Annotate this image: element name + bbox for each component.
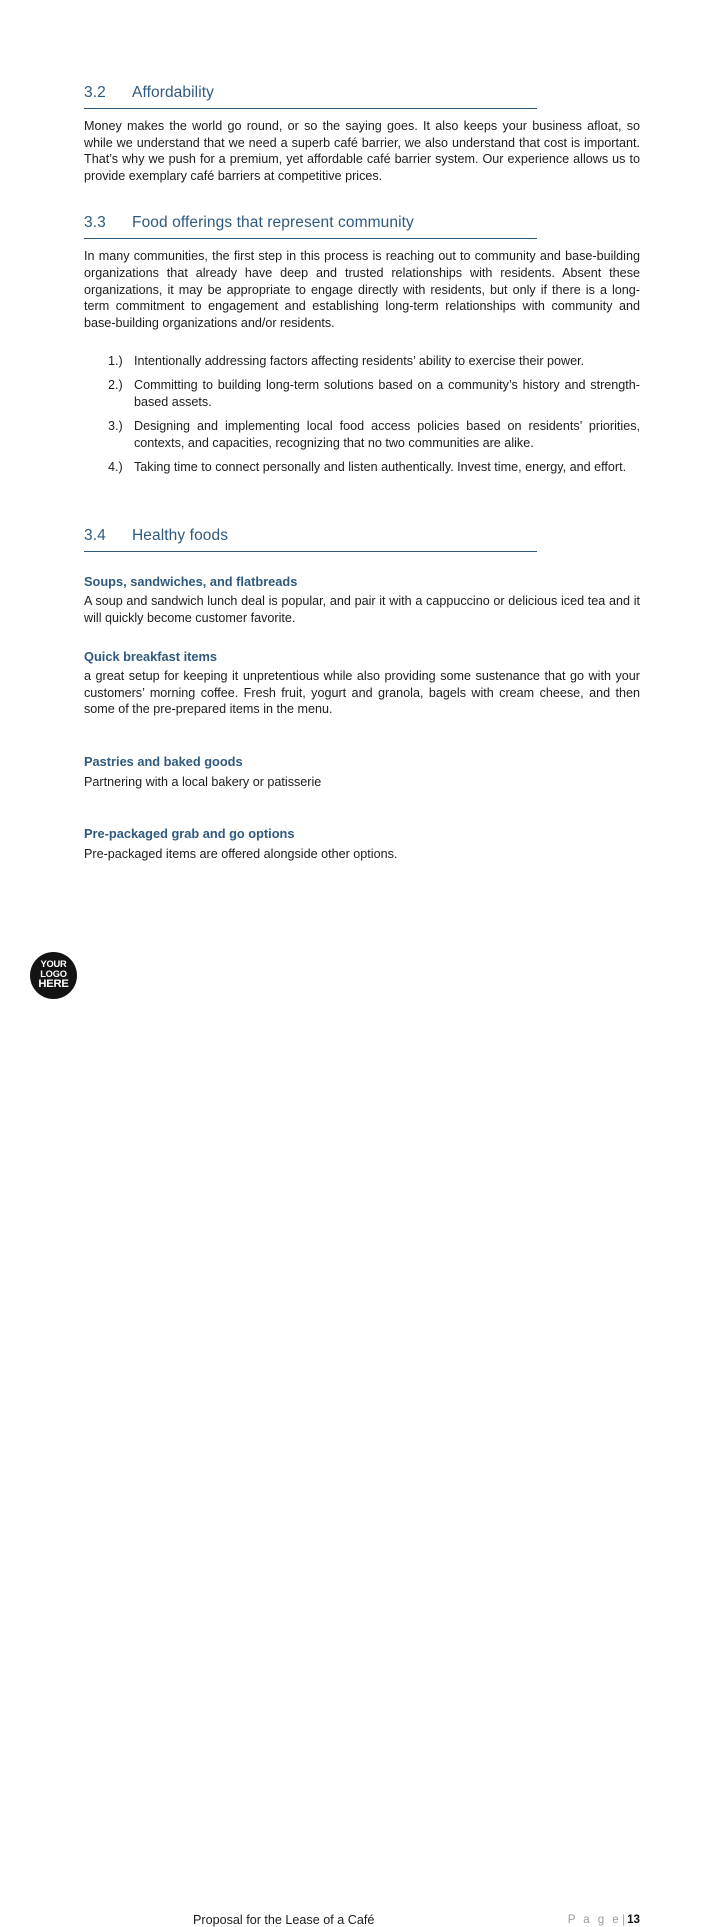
logo-line-1: YOUR	[40, 959, 67, 970]
logo-line-3: HERE	[38, 978, 69, 991]
page-separator: |	[622, 1913, 626, 1926]
list-item-text: Committing to building long-term solutions based on a community’s history and strength-based assets.	[134, 378, 640, 410]
list-item-marker: 3.)	[108, 419, 123, 434]
section-spacer	[84, 483, 640, 513]
list-item-text: Taking time to connect personally and listen authentically. Invest time, energy, and effort.	[134, 459, 627, 474]
subsection-heading: Pastries and baked goods	[84, 754, 243, 770]
section-spacer	[84, 184, 640, 214]
list-item-marker: 2.)	[108, 378, 123, 393]
subsection-quick-breakfast	[84, 649, 640, 718]
section-number: 3.3	[84, 214, 106, 232]
section-paragraph: Money makes the world go round, or so the saying goes. It also keeps your business afloat, so while we understand that we need a superb café barrier, we also understand that cost is important. That’s why we push for a premium, yet affordable café barrier system. Our experience allows us to provide exemplary café barriers at competitive prices.	[84, 119, 640, 183]
list-item	[84, 418, 640, 452]
list-item-text: Intentionally addressing factors affecting residents’ ability to exercise their power.	[134, 354, 585, 369]
section-healthy-foods	[84, 527, 640, 863]
page-footer	[0, 942, 724, 1927]
page-content	[84, 84, 640, 863]
subsection-pastries	[84, 754, 640, 790]
subsection-heading: Soups, sandwiches, and flatbreads	[84, 573, 298, 589]
subsection-heading: Quick breakfast items	[84, 648, 218, 664]
section-title: Food offerings that represent community	[132, 214, 414, 232]
section-spacer	[84, 513, 640, 527]
subsection-heading: Pre-packaged grab and go options	[84, 826, 295, 842]
list-item	[84, 353, 640, 370]
section-title: Healthy foods	[132, 526, 229, 544]
page-number-value: 13	[627, 1913, 640, 1926]
page-label: P a g e	[567, 1913, 622, 1926]
section-number: 3.2	[84, 84, 106, 101]
subsection-soups-sandwiches	[84, 574, 640, 627]
list-item	[84, 377, 640, 411]
section-affordability	[84, 84, 640, 184]
list-item-marker: 4.)	[108, 459, 123, 474]
section-food-offerings	[84, 214, 640, 475]
footer-document-title: Proposal for the Lease of a Café	[193, 1913, 375, 1927]
section-heading-3-2	[84, 84, 537, 109]
subsection-paragraph: A soup and sandwich lunch deal is popular, and pair it with a cappuccino or delicious iced tea and it will quickly become customer favorite.	[84, 594, 640, 625]
list-item	[84, 459, 640, 476]
logo-line-2: LOGO	[40, 968, 67, 979]
section-heading-3-3	[84, 214, 537, 239]
list-item-marker: 1.)	[108, 354, 123, 369]
subsection-paragraph: Partnering with a local bakery or patisserie	[84, 774, 322, 789]
subsection-paragraph: a great setup for keeping it unpretentious while also providing some sustenance that go with your customers’ morning coffee. Fresh fruit, yogurt and granola, bagels with cream cheese, and then some of the pre-prepared items in the menu.	[84, 669, 640, 717]
footer-page-number	[568, 1913, 640, 1926]
subsection-paragraph: Pre-packaged items are offered alongside other options.	[84, 846, 398, 861]
section-heading-3-4	[84, 527, 537, 552]
numbered-list	[84, 353, 640, 475]
section-number: 3.4	[84, 526, 106, 544]
section-paragraph: In many communities, the first step in this process is reaching out to community and base-building organizations that already have deep and trusted relationships with residents. Absent these organizations, it may be appropriate to engage directly with residents, but only if there is a long-term commitment to engagement and establishing long-term relationships with community and base-building organizations and/or residents.	[84, 249, 640, 330]
list-item-text: Designing and implementing local food access policies based on residents’ priorities, contexts, and capacities, recognizing that no two communities are alike.	[134, 419, 640, 450]
section-title: Affordability	[132, 84, 215, 101]
subsection-pre-packaged	[84, 826, 640, 862]
